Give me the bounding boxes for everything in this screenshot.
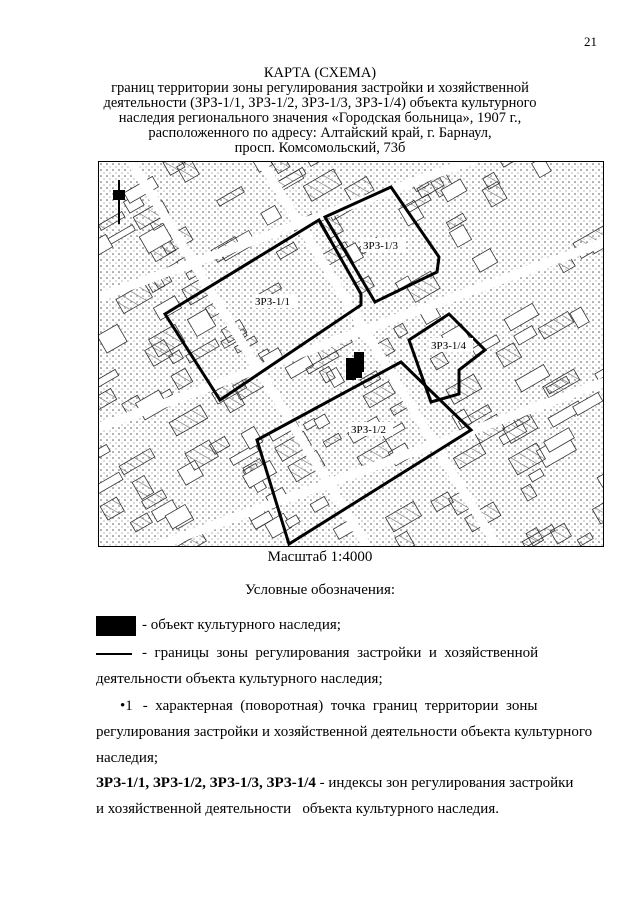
page-number: 21 <box>584 34 597 49</box>
legend-indices-text-2: и хозяйственной деятельности объекта культурного наследия. <box>96 801 499 817</box>
title-line: границ территории зоны регулирования застройки и хозяйственной <box>111 80 529 96</box>
legend-point-text-1: - характерная (поворотная) точка границ территории зоны <box>142 698 538 714</box>
legend-boundary-text-2: деятельности объекта культурного наследия; <box>96 671 383 687</box>
legend-indices-text-1: - индексы зон регулирования застройки <box>315 775 574 791</box>
title-line: наследия регионального значения «Городская больница», 1907 г., <box>118 110 522 126</box>
legend-indices-bold: ЗРЗ-1/1, ЗРЗ-1/2, ЗРЗ-1/3, ЗРЗ-1/4 <box>96 775 316 791</box>
map-scale: Масштаб 1:4000 <box>267 549 373 565</box>
map-title <box>0 66 640 156</box>
zone-label-1-3: ЗРЗ-1/3 <box>363 240 398 252</box>
legend-heading: Условные обозначения: <box>244 582 396 598</box>
boundary-line-icon <box>96 653 132 655</box>
zone-label-1-2: ЗРЗ-1/2 <box>351 424 386 436</box>
legend-indices-row <box>96 770 598 822</box>
title-line: деятельности (ЗРЗ-1/1, ЗРЗ-1/2, ЗРЗ-1/3, ЗРЗ-1/4) объекта культурного <box>103 95 537 111</box>
heritage-symbol-icon <box>96 616 136 636</box>
title-heading: КАРТА (СХЕМА) <box>263 65 377 81</box>
map-drawing <box>99 162 603 546</box>
legend-heritage-text: - объект культурного наследия; <box>142 617 341 633</box>
title-line: расположенного по адресу: Алтайский край, г. Барнаул, <box>148 125 492 141</box>
legend-heritage-row <box>96 612 598 638</box>
point-marker-icon: •1 <box>120 698 133 714</box>
legend-boundary-row <box>96 640 598 692</box>
legend-point-row <box>96 693 598 771</box>
title-line: просп. Комсомольский, 73б <box>234 140 406 156</box>
zone-map <box>98 161 604 547</box>
legend-point-text-3: наследия; <box>96 750 159 766</box>
zone-label-1-4: ЗРЗ-1/4 <box>431 340 466 352</box>
legend-boundary-text-1: - границы зоны регулирования застройки и хозяйственной <box>142 645 539 661</box>
zone-label-1-1: ЗРЗ-1/1 <box>255 296 290 308</box>
legend-point-text-2: регулирования застройки и хозяйственной деятельности объекта культурного <box>96 724 593 740</box>
